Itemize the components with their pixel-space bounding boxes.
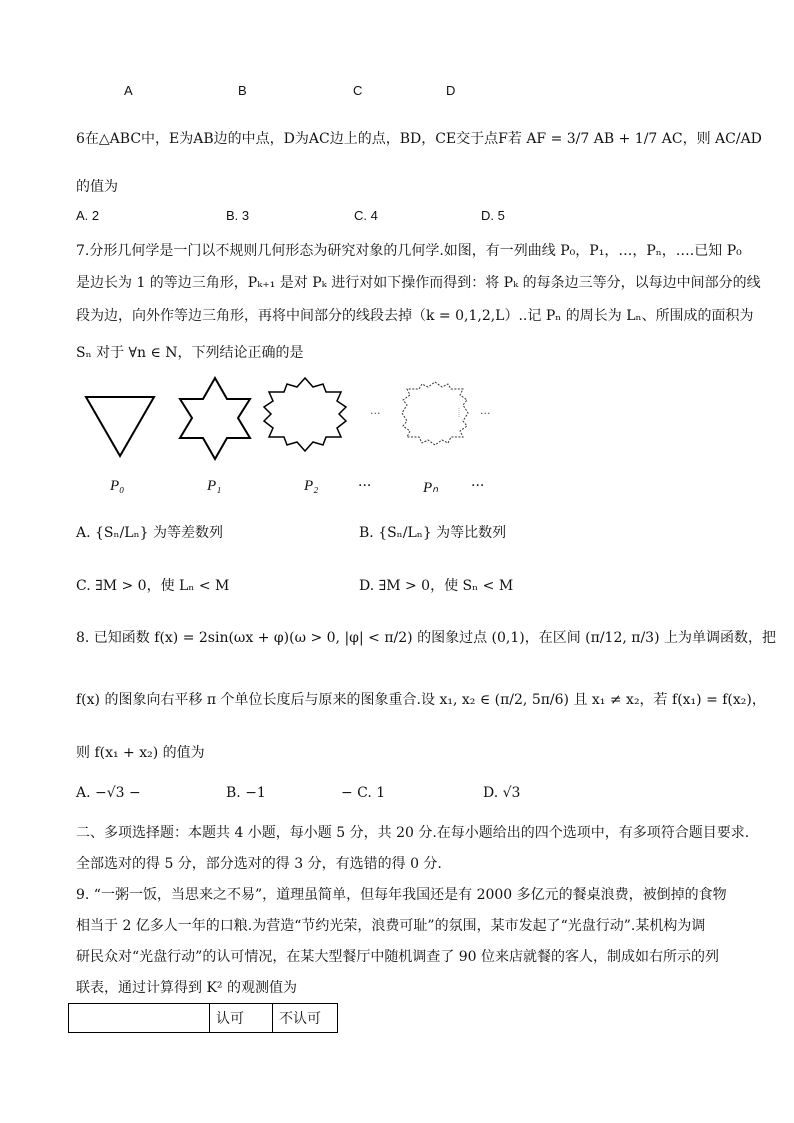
q6-stem: 6在△ABC中，E为AB边的中点，D为AC边上的点，BD，CE交于点F若 AF = 3/7 AB + 1/7 AC，则 AC/AD [76,131,762,147]
label-p1: P₁ [207,478,222,494]
q7-stem-2: 是边长为 1 的等边三角形，Pₖ₊₁ 是对 Pₖ 进行对如下操作而得到：将 Pₖ 的每条边三等分，以每边中间部分的线 [76,275,761,291]
q7-stem-3: 段为边，向外作等边三角形，再将中间部分的线段去掉（k = 0,1,2,L）..记 Pₙ 的周长为 Lₙ、所围成的面积为 [76,308,754,324]
label-ellipsis: ··· [358,478,372,494]
q8-stem-2: f(x) 的图象向右平移 π 个单位长度后与原来的图象重合.设 x₁, x₂ ∈ (π/2, 5π/6) 且 x₁ ≠ x₂，若 f(x₁) = f(x₂)， [76,692,766,708]
label-ellipsis-2: ··· [471,478,485,494]
label-p2: P₂ [304,478,319,494]
q6-option-d: D. 5 [481,208,505,223]
prev-option-a: A [124,83,133,98]
table-header-empty [69,1004,210,1033]
table-row [69,1004,338,1033]
prev-option-c: C [353,83,363,98]
p1-hexagram [180,378,250,459]
q7-option-b: B. {Sₙ/Lₙ} 为等比数列 [359,525,507,541]
prev-option-b: B [238,83,247,98]
q8-stem-3: 则 f(x₁ + x₂) 的值为 [76,745,205,761]
contingency-table [68,1003,338,1033]
q6-option-b: B. 3 [226,208,250,223]
q7-stem-1: 7.分形几何学是一门以不规则几何形态为研究对象的几何学.如图，有一列曲线 P₀，P₁，…，Pₙ，….已知 P₀ [76,243,742,259]
pn-koch-curve [402,382,468,445]
q7-option-c: C. ∃M > 0，使 Lₙ < M [76,578,230,594]
prev-option-d: D [446,83,456,98]
label-p0: P₀ [110,478,125,494]
table-header-approve: 认可 [210,1004,273,1033]
q8-stem-1: 8. 已知函数 f(x) = 2sin(ωx + φ)(ω > 0, |φ| < π/2) 的图象过点 (0,1)，在区间 (π/12, π/3) 上为单调函数，把 [76,630,776,646]
label-pn: Pₙ [423,480,439,496]
p0-triangle [86,397,154,456]
q6-option-c: C. 4 [354,208,378,223]
q9-stem-3: 研民众对“光盘行动”的认可情况，在某大型餐厅中随机调查了 90 位来店就餐的客人，制成如右所示的列 [76,949,720,965]
q7-stem-4: Sₙ 对于 ∀n ∈ N，下列结论正确的是 [76,345,304,361]
q9-stem-2: 相当于 2 亿多人一年的口粮.为营造“节约光荣，浪费可耻”的氛围，某市发起了“光盘行动”.某机构为调 [76,918,706,934]
p2-koch-curve [264,378,346,451]
q7-option-d: D. ∃M > 0，使 Sₙ < M [359,578,514,594]
table-header-disapprove: 不认可 [273,1004,338,1033]
q7-option-a: A. {Sₙ/Lₙ} 为等差数列 [76,525,223,541]
q9-stem-4: 联表，通过计算得到 K² 的观测值为 [76,980,297,996]
q6-stem-cont: 的值为 [76,179,118,195]
q8-option-c: − C. 1 [341,785,386,801]
figure-ellipsis-1: ··· [370,407,381,420]
figure-ellipsis-2: ··· [480,407,491,420]
q9-stem-1: 9. “一粥一饭，当思来之不易”，道理虽简单，但每年我国还是有 2000 多亿元的餐桌浪费，被倒掉的食物 [76,887,727,903]
section2-instructions-2: 全部选对的得 5 分，部分选对的得 3 分，有选错的得 0 分. [76,856,442,872]
q6-option-a: A. 2 [76,208,100,223]
section2-instructions-1: 二、多项选择题：本题共 4 小题，每小题 5 分，共 20 分.在每小题给出的四个选项中，有多项符合题目要求. [76,825,750,841]
q8-option-b: B. −1 [226,785,266,801]
koch-snowflake-figure [70,375,510,470]
q8-option-d: D. √3 [483,785,521,801]
q8-option-a: A. −√3 − [76,785,141,801]
